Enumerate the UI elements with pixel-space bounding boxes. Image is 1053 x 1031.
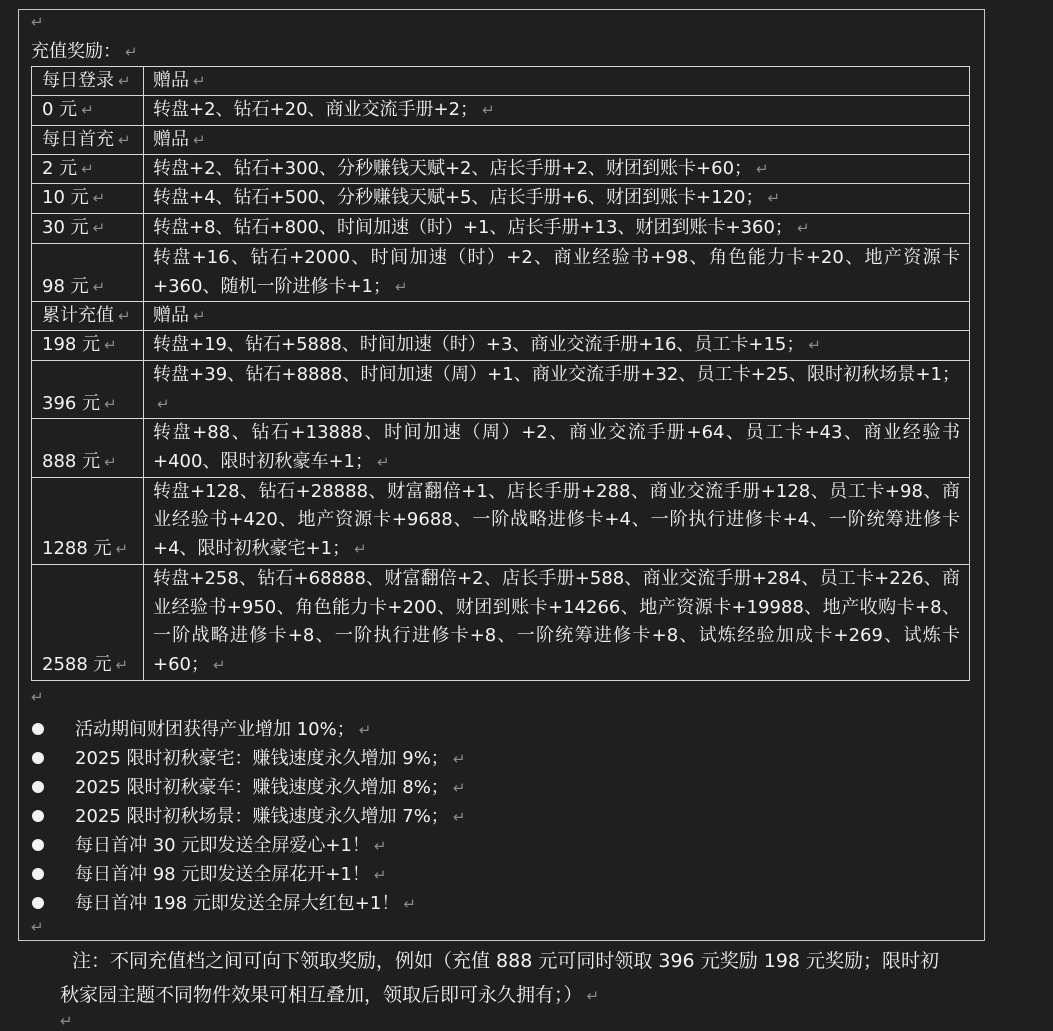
- amount-cell: 2588 元 ↵: [32, 564, 144, 680]
- header-category-cell: 累计充值 ↵: [32, 302, 144, 331]
- section-heading: 充值奖励： ↵: [31, 41, 138, 62]
- paragraph-mark: ↵: [31, 918, 44, 936]
- gifts-cell: 转盘+258、钻石+68888、财富翻倍+2、店长手册+588、商业交流手册+284、员工卡+226、商业经验书+950、角色能力卡+200、财团到账卡+14266、地产资源卡+19988、地产收购卡+8、一阶战略进修卡+8、一阶执行进修卡+8、一阶统筹进修卡+8、试炼经验加成卡+269、试炼卡+60； ↵: [144, 564, 970, 680]
- bullet-item: 每日首冲 98 元即发送全屏花开+1！ ↵: [30, 860, 465, 889]
- gifts-cell: 转盘+19、钻石+5888、时间加速（时）+3、商业交流手册+16、员工卡+15； ↵: [144, 331, 970, 361]
- footnote: 注：不同充值档之间可向下领取奖励，例如（充值 888 元可同时领取 396 元奖励 198 元奖励；限时初秋家园主题不同物件效果可相互叠加，领取后即可永久拥有；） ↵: [60, 950, 940, 1006]
- header-category-cell: 每日首充 ↵: [32, 125, 144, 154]
- table-row: [32, 154, 970, 184]
- gifts-cell: 转盘+2、钻石+300、分秒赚钱天赋+2、店长手册+2、财团到账卡+60； ↵: [144, 154, 970, 184]
- paragraph-mark: ↵: [31, 13, 44, 31]
- table-row: [32, 184, 970, 214]
- header-gifts-cell: 赠品 ↵: [144, 125, 970, 154]
- gifts-cell: 转盘+4、钻石+500、分秒赚钱天赋+5、店长手册+6、财团到账卡+120； ↵: [144, 184, 970, 214]
- amount-cell: 198 元 ↵: [32, 331, 144, 361]
- bullet-item: 活动期间财团获得产业增加 10%； ↵: [30, 715, 465, 744]
- table-header-row: [32, 67, 970, 96]
- table-row: [32, 564, 970, 680]
- amount-cell: 10 元 ↵: [32, 184, 144, 214]
- amount-cell: 2 元 ↵: [32, 154, 144, 184]
- amount-cell: 0 元 ↵: [32, 96, 144, 126]
- rewards-table: [31, 66, 970, 681]
- table-row: [32, 477, 970, 564]
- table-row: [32, 419, 970, 477]
- table-header-row: [32, 125, 970, 154]
- gifts-cell: 转盘+16、钻石+2000、时间加速（时）+2、商业经验书+98、角色能力卡+20、地产资源卡+360、随机一阶进修卡+1； ↵: [144, 243, 970, 301]
- amount-cell: 98 元 ↵: [32, 243, 144, 301]
- bullet-dot-icon: [32, 781, 44, 793]
- amount-cell: 1288 元 ↵: [32, 477, 144, 564]
- bullet-item: 2025 限时初秋豪宅：赚钱速度永久增加 9%； ↵: [30, 744, 465, 773]
- table-row: [32, 331, 970, 361]
- header-gifts-cell: 赠品 ↵: [144, 302, 970, 331]
- paragraph-mark: ↵: [31, 688, 44, 706]
- table-row: [32, 96, 970, 126]
- table-header-row: [32, 302, 970, 331]
- bullet-dot-icon: [32, 752, 44, 764]
- bullet-dot-icon: [32, 723, 44, 735]
- header-category-cell: 每日登录 ↵: [32, 67, 144, 96]
- gifts-cell: 转盘+128、钻石+28888、财富翻倍+1、店长手册+288、商业交流手册+128、员工卡+98、商业经验书+420、地产资源卡+9688、一阶战略进修卡+4、一阶执行进修卡+4、一阶统筹进修卡+4、限时初秋豪宅+1； ↵: [144, 477, 970, 564]
- gifts-cell: 转盘+39、钻石+8888、时间加速（周）+1、商业交流手册+32、员工卡+25、限时初秋场景+1；↵: [144, 360, 970, 418]
- gifts-cell: 转盘+8、钻石+800、时间加速（时）+1、店长手册+13、财团到账卡+360； ↵: [144, 214, 970, 244]
- bullet-dot-icon: [32, 810, 44, 822]
- bullet-list: [30, 715, 465, 918]
- header-gifts-cell: 赠品 ↵: [144, 67, 970, 96]
- gifts-cell: 转盘+88、钻石+13888、时间加速（周）+2、商业交流手册+64、员工卡+43、商业经验书+400、限时初秋豪车+1； ↵: [144, 419, 970, 477]
- table-row: [32, 243, 970, 301]
- bullet-dot-icon: [32, 897, 44, 909]
- paragraph-mark: ↵: [60, 1012, 73, 1030]
- bullet-item: 2025 限时初秋豪车：赚钱速度永久增加 8%； ↵: [30, 773, 465, 802]
- bullet-dot-icon: [32, 839, 44, 851]
- bullet-item: 2025 限时初秋场景：赚钱速度永久增加 7%； ↵: [30, 802, 465, 831]
- bullet-item: 每日首冲 198 元即发送全屏大红包+1！ ↵: [30, 889, 465, 918]
- bullet-dot-icon: [32, 868, 44, 880]
- table-row: [32, 214, 970, 244]
- amount-cell: 888 元 ↵: [32, 419, 144, 477]
- amount-cell: 30 元 ↵: [32, 214, 144, 244]
- amount-cell: 396 元 ↵: [32, 360, 144, 418]
- gifts-cell: 转盘+2、钻石+20、商业交流手册+2； ↵: [144, 96, 970, 126]
- table-row: [32, 360, 970, 418]
- bullet-item: 每日首冲 30 元即发送全屏爱心+1！ ↵: [30, 831, 465, 860]
